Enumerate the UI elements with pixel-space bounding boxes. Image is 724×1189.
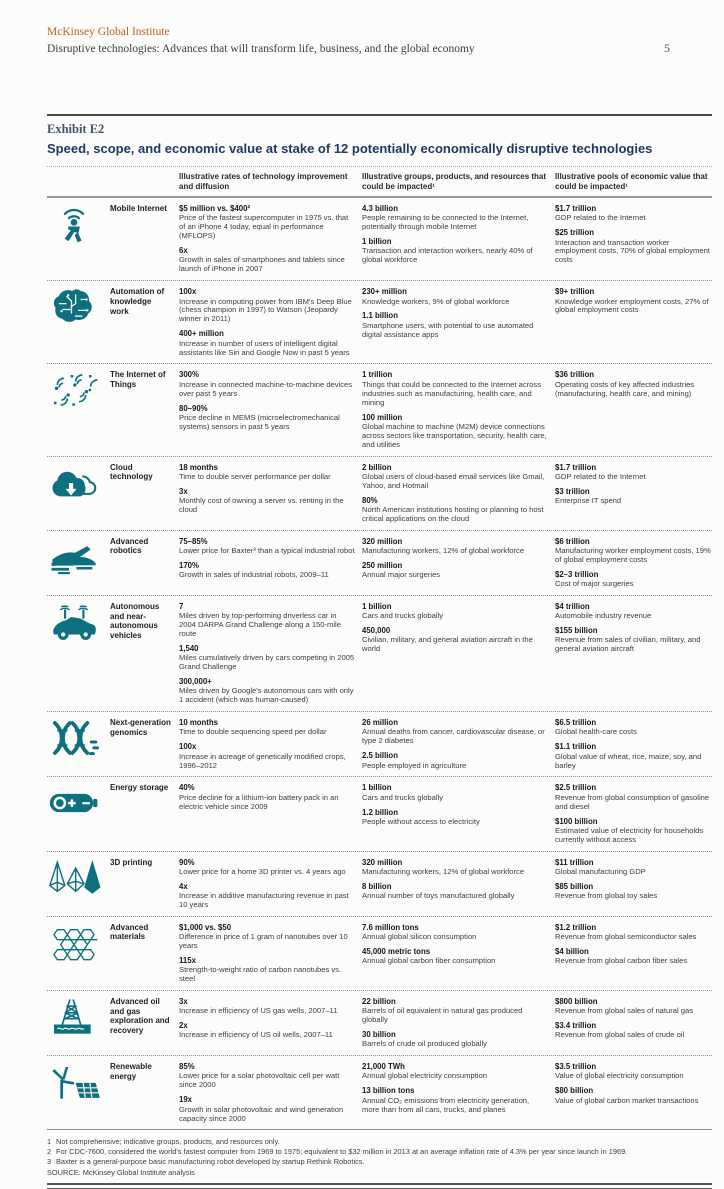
exhibit (47, 114, 712, 1130)
footnotes (47, 1137, 712, 1178)
stat-value: 4.3 billion (362, 204, 398, 214)
stat-description: Price of the fastest supercomputer in 1975 vs. that of an iPhone 4 today, equal in performance (MFLOPS) (179, 213, 349, 241)
stat-value: $1,000 vs. $50 (179, 922, 232, 932)
groups-cell (362, 923, 548, 984)
internet-of-things-icon (47, 370, 103, 449)
stat-description: Cost of major surgeries (555, 579, 634, 589)
stat-value: $1.7 trillion (555, 462, 597, 472)
stat-description: Barrels of oil equivalent in natural gas produced globally (362, 1006, 523, 1025)
stat-value: 170% (179, 560, 199, 570)
rates-cell (179, 718, 355, 770)
tech-row (47, 364, 712, 456)
tech-row (47, 1056, 712, 1130)
rates-cell (179, 463, 355, 524)
stat-description: Manufacturing workers, 12% of global workforce (362, 866, 525, 876)
technology-name: Advanced oil and gas exploration and recovery (110, 997, 170, 1035)
stat-value: 1,540 (179, 644, 199, 654)
stat-value: 19x (179, 1095, 193, 1105)
stat-value: 1 billion (362, 237, 392, 247)
footnote-marker: 2 (47, 1147, 52, 1157)
exhibit-top-rule (47, 114, 712, 116)
stat-value: $2.5 trillion (555, 783, 597, 793)
technology-name: 3D printing (110, 857, 153, 867)
advanced-robotics-icon (47, 537, 103, 589)
groups-cell (362, 858, 548, 910)
technology-name: Mobile Internet (110, 204, 167, 214)
stat-value: 100x (179, 742, 197, 752)
stat-value: 1 billion (362, 601, 392, 611)
stat-description: Annual major surgeries (362, 570, 441, 580)
technology-name: The Internet of Things (110, 370, 166, 390)
source-line: SOURCE: McKinsey Global Institute analysis (47, 1168, 195, 1178)
pools-cell (555, 997, 712, 1049)
technology-name: Advanced materials (110, 922, 149, 942)
renewable-energy-icon (47, 1062, 103, 1123)
stat-value: $4 trillion (555, 601, 590, 611)
stat-description: Annual global carbon fiber consumption (362, 956, 496, 966)
stat-value: 1 billion (362, 783, 392, 793)
stat-value: $11 trillion (555, 857, 594, 867)
stat-value: $25 trillion (555, 228, 594, 238)
tech-row (47, 712, 712, 777)
pools-cell (555, 287, 712, 357)
stat-value: $1.1 trillion (555, 742, 597, 752)
stat-value: 6x (179, 246, 188, 256)
stat-value: 115x (179, 955, 196, 965)
stat-value: 2 billion (362, 462, 392, 472)
footnote (47, 1157, 712, 1167)
stat-value: 13 billion tons (362, 1086, 415, 1096)
printing-3d-icon (47, 858, 103, 910)
stat-description: North American institutions hosting or planning to host critical applications on the cloud (362, 504, 544, 523)
genomics-icon (47, 718, 103, 770)
stat-description: Lower price for Baxter³ than a typical industrial robot (179, 545, 355, 555)
tech-row (47, 531, 712, 596)
document-title: Disruptive technologies: Advances that will transform life, business, and the global economy (47, 43, 475, 55)
rates-cell (179, 997, 355, 1049)
rates-cell (179, 602, 355, 705)
stat-value: 85% (179, 1062, 195, 1072)
stat-description: Enterprise IT spend (555, 495, 622, 505)
groups-cell (362, 463, 548, 524)
stat-description: Global machine to machine (M2M) device connections across sectors like transportation, security, health care, and utilities (362, 421, 547, 449)
stat-description: Price decline in MEMS (microelectromechanical systems) sensors in past 5 years (179, 412, 340, 431)
pools-cell (555, 537, 712, 589)
rates-cell (179, 287, 355, 357)
stat-value: 75–85% (179, 536, 208, 546)
rates-cell (179, 537, 355, 589)
stat-value: 90% (179, 857, 195, 867)
stat-description: Difference in price of 1 gram of nanotubes over 10 years (179, 932, 348, 951)
technology-name: Cloud technology (110, 462, 153, 482)
stat-description: Growth in sales of industrial robots, 2009–11 (179, 570, 329, 580)
tech-row (47, 596, 712, 712)
stat-description: Increase in number of users of intelligent digital assistants like Siri and Google Now in past 5 years (179, 338, 350, 357)
footnote-text: For CDC-7600, considered the world's fastest computer from 1969 to 1975; equivalent to $32 million in 2013 at an average inflation rate of 4.3% per year since launch in 1969. (56, 1147, 628, 1157)
stat-value: 80–90% (179, 403, 208, 413)
stat-value: 18 months (179, 462, 218, 472)
stat-description: Increase in acreage of genetically modified crops, 1996–2012 (179, 751, 346, 770)
stat-description: Miles cumulatively driven by cars competing in 2005 Grand Challenge (179, 653, 355, 672)
rates-cell (179, 923, 355, 984)
autonomous-vehicles-icon (47, 602, 103, 705)
advanced-materials-icon (47, 923, 103, 984)
groups-cell (362, 204, 548, 274)
stat-description: GDP related to the Internet (555, 471, 646, 481)
stat-description: Annual global electricity consumption (362, 1071, 487, 1081)
stat-value: 450,000 (362, 626, 391, 636)
stat-value: 320 million (362, 857, 403, 867)
stat-description: Civilian, military, and general aviation aircraft in the world (362, 635, 533, 654)
cloud-technology-icon (47, 463, 103, 524)
stat-description: Monthly cost of owning a server vs. renting in the cloud (179, 495, 344, 514)
stat-description: Knowledge worker employment costs, 27% of global employment costs (555, 296, 709, 315)
stat-description: Revenue from global carbon fiber sales (555, 956, 688, 966)
stat-value: 2x (179, 1021, 188, 1031)
stat-description: Global users of cloud-based email services like Gmail, Yahoo, and Hotmail (362, 471, 545, 490)
stat-value: $80 billion (555, 1086, 594, 1096)
stat-value: 1 trillion (362, 370, 393, 380)
technology-name: Automation of knowledge work (110, 287, 165, 316)
stat-description: Strength-to-weight ratio of carbon nanotubes vs. steel (179, 965, 342, 984)
tech-row (47, 917, 712, 991)
groups-cell (362, 370, 548, 449)
exhibit-title: Speed, scope, and economic value at stake of 12 potentially economically disruptive technologies (47, 141, 653, 156)
stat-description: Annual number of toys manufactured globally (362, 890, 515, 900)
groups-cell (362, 1062, 548, 1123)
stat-description: Global manufacturing GDP (555, 866, 646, 876)
stat-value: 400+ million (179, 329, 224, 339)
stat-description: Manufacturing worker employment costs, 19% of global employment costs (555, 545, 711, 564)
stat-value: 300,000+ (179, 677, 212, 687)
stat-value: $6 trillion (555, 536, 590, 546)
stat-description: Revenue from global sales of natural gas (555, 1006, 694, 1016)
stat-description: People employed in agriculture (362, 760, 467, 770)
tech-row (47, 457, 712, 531)
stat-description: Things that could be connected to the Internet across industries such as manufacturing, health care, and mining (362, 379, 541, 407)
rates-cell (179, 858, 355, 910)
stat-value: 230+ million (362, 287, 407, 297)
stat-description: Increase in efficiency of US oil wells, 2007–11 (179, 1030, 333, 1040)
page-header (0, 0, 724, 56)
stat-value: 3x (179, 997, 188, 1007)
pools-cell (555, 1062, 712, 1123)
technology-name: Autonomous and near-autonomous vehicles (110, 601, 160, 640)
stat-description: Price decline for a lithium-ion battery pack in an electric vehicle since 2009 (179, 792, 339, 811)
stat-value: $800 billion (555, 997, 598, 1007)
stat-value: 1.1 billion (362, 311, 398, 321)
rates-cell (179, 783, 355, 844)
stat-description: Barrels of crude oil produced globally (362, 1039, 487, 1049)
stat-description: Global value of wheat, rice, maize, soy, and barley (555, 751, 702, 770)
bottom-double-rule (47, 1183, 712, 1189)
page-number: 5 (664, 41, 670, 55)
footnote-text: Not comprehensive; indicative groups, products, and resources only. (56, 1137, 280, 1147)
energy-storage-icon (47, 783, 103, 844)
rates-cell (179, 1062, 355, 1123)
column-header-pools: Illustrative pools of economic value that could be impacted¹ (555, 172, 708, 191)
groups-cell (362, 718, 548, 770)
stat-value: 40% (179, 783, 195, 793)
stat-description: Revenue from global consumption of gasoline and diesel (555, 792, 710, 811)
stat-description: Lower price for a home 3D printer vs. 4 years ago (179, 866, 346, 876)
stat-value: 2.5 billion (362, 751, 398, 761)
stat-value: 80% (362, 495, 378, 505)
pools-cell (555, 602, 712, 705)
stat-description: Smartphone users, with potential to use automated digital assistance apps (362, 320, 534, 339)
stat-value: $9+ trillion (555, 287, 595, 297)
stat-description: Time to double sequencing speed per dollar (179, 727, 327, 737)
pools-cell (555, 858, 712, 910)
stat-value: 8 billion (362, 881, 392, 891)
groups-cell (362, 287, 548, 357)
stat-description: Time to double server performance per dollar (179, 471, 331, 481)
stat-value: $5 million vs. $400² (179, 204, 251, 214)
stat-value: $3.5 trillion (555, 1062, 597, 1072)
stat-description: Knowledge workers, 9% of global workforce (362, 296, 510, 306)
stat-description: Estimated value of electricity for households currently without access (555, 825, 704, 844)
stat-value: $6.5 trillion (555, 718, 597, 728)
stat-description: Manufacturing workers, 12% of global workforce (362, 545, 525, 555)
pools-cell (555, 463, 712, 524)
pools-cell (555, 783, 712, 844)
stat-value: 100 million (362, 412, 403, 422)
stat-description: Revenue from sales of civilian, military, and general aviation aircraft (555, 635, 701, 654)
groups-cell (362, 783, 548, 844)
stat-value: 320 million (362, 536, 403, 546)
tech-row (47, 852, 712, 917)
tech-row (47, 777, 712, 851)
stat-value: 26 million (362, 718, 398, 728)
stat-description: GDP related to the Internet (555, 213, 646, 223)
stat-value: 100x (179, 287, 197, 297)
stat-description: Global health-care costs (555, 727, 637, 737)
footnote-marker: 1 (47, 1137, 52, 1147)
stat-description: Annual global silicon consumption (362, 932, 477, 942)
stat-value: 250 million (362, 560, 403, 570)
stat-value: $36 trillion (555, 370, 594, 380)
groups-cell (362, 537, 548, 589)
stat-description: Cars and trucks globally (362, 611, 444, 621)
groups-cell (362, 602, 548, 705)
technology-name: Next-generation genomics (110, 718, 171, 737)
technology-name: Renewable energy (110, 1062, 152, 1081)
stat-value: 45,000 metric tons (362, 947, 431, 957)
column-header-groups: Illustrative groups, products, and resources that could be impacted¹ (362, 172, 547, 191)
stat-description: Cars and trucks globally (362, 792, 444, 802)
footnote-text: Baxter is a general-purpose basic manufacturing robot developed by startup Rethink Robotics. (56, 1156, 365, 1166)
stat-value: 1.2 billion (362, 807, 398, 817)
column-header-rates: Illustrative rates of technology improvement and diffusion (179, 172, 348, 191)
stat-description: Revenue from global sales of crude oil (555, 1030, 685, 1040)
stat-value: $85 billion (555, 881, 594, 891)
table-body (47, 198, 712, 1130)
stat-value: 21,000 TWh (362, 1062, 405, 1072)
stat-description: Operating costs of key affected industries (manufacturing, health care, and mining) (555, 379, 695, 398)
stat-description: People remaining to be connected to the Internet, potentially through mobile Internet (362, 213, 529, 232)
technology-name: Advanced robotics (110, 536, 149, 556)
footnote (47, 1147, 712, 1157)
rates-cell (179, 204, 355, 274)
stat-value: $3 trillion (555, 486, 590, 496)
technology-name: Energy storage (110, 783, 169, 793)
stat-description: Increase in connected machine-to-machine devices over past 5 years (179, 379, 353, 398)
stat-description: Automobile industry revenue (555, 611, 652, 621)
stat-description: Annual deaths from cancer, cardiovascular disease, or type 2 diabetes (362, 727, 545, 746)
footnote-marker: 3 (47, 1156, 52, 1166)
stat-description: Increase in additive manufacturing revenue in past 10 years (179, 890, 349, 909)
stat-value: $4 billion (555, 947, 589, 957)
stat-value: 22 billion (362, 997, 396, 1007)
oil-gas-icon (47, 997, 103, 1049)
stat-description: Growth in sales of smartphones and tablets since launch of iPhone in 2007 (179, 255, 345, 274)
stat-value: $3.4 trillion (555, 1021, 597, 1031)
pools-cell (555, 923, 712, 984)
footnote (47, 1137, 712, 1147)
stat-description: Growth in solar photovoltaic and wind generation capacity since 2000 (179, 1104, 344, 1123)
stat-value: 3x (179, 486, 188, 496)
stat-description: Increase in efficiency of US gas wells, 2007–11 (179, 1006, 338, 1016)
stat-value: 300% (179, 370, 199, 380)
table-header (47, 166, 712, 198)
stat-description: Interaction and transaction worker employment costs, 70% of global employment costs (555, 237, 710, 265)
stat-value: 4x (179, 881, 188, 891)
stat-value: 7.6 million tons (362, 922, 419, 932)
stat-description: Miles driven by top-performing driverless car in 2004 DARPA Grand Challenge along a 150-mile route (179, 611, 341, 639)
stat-description: Miles driven by Google's autonomous cars with only 1 accident (which was human-caused) (179, 686, 354, 705)
stat-value: $1.7 trillion (555, 204, 597, 214)
groups-cell (362, 997, 548, 1049)
stat-description: Annual CO₂ emissions from electricity generation, more than from all cars, trucks, and planes (362, 1095, 530, 1114)
stat-description: Value of global carbon market transactions (555, 1095, 699, 1105)
stat-value: $1.2 trillion (555, 922, 597, 932)
stat-value: $2–3 trillion (555, 569, 599, 579)
brand-title: McKinsey Global Institute (47, 26, 170, 38)
stat-description: Lower price for a solar photovoltaic cell per watt since 2000 (179, 1071, 340, 1090)
stat-description: Revenue from global semiconductor sales (555, 932, 697, 942)
stat-value: $155 billion (555, 626, 598, 636)
pools-cell (555, 370, 712, 449)
stat-description: Transaction and interaction workers, nearly 40% of global workforce (362, 246, 533, 265)
stat-description: Value of global electricity consumption (555, 1071, 684, 1081)
pools-cell (555, 718, 712, 770)
stat-value: 7 (179, 601, 184, 611)
stat-value: 30 billion (362, 1030, 396, 1040)
rates-cell (179, 370, 355, 449)
stat-value: 10 months (179, 718, 218, 728)
pools-cell (555, 204, 712, 274)
exhibit-label: Exhibit E2 (47, 122, 105, 136)
stat-value: $100 billion (555, 816, 598, 826)
tech-row (47, 281, 712, 364)
stat-description: Increase in computing power from IBM's Deep Blue (chess champion in 1997) to Watson (Jeopardy winner in 2011) (179, 296, 352, 324)
stat-description: People without access to electricity (362, 816, 480, 826)
knowledge-work-icon (47, 287, 103, 357)
tech-row (47, 198, 712, 281)
mobile-internet-icon (47, 204, 103, 274)
stat-description: Revenue from global toy sales (555, 890, 658, 900)
